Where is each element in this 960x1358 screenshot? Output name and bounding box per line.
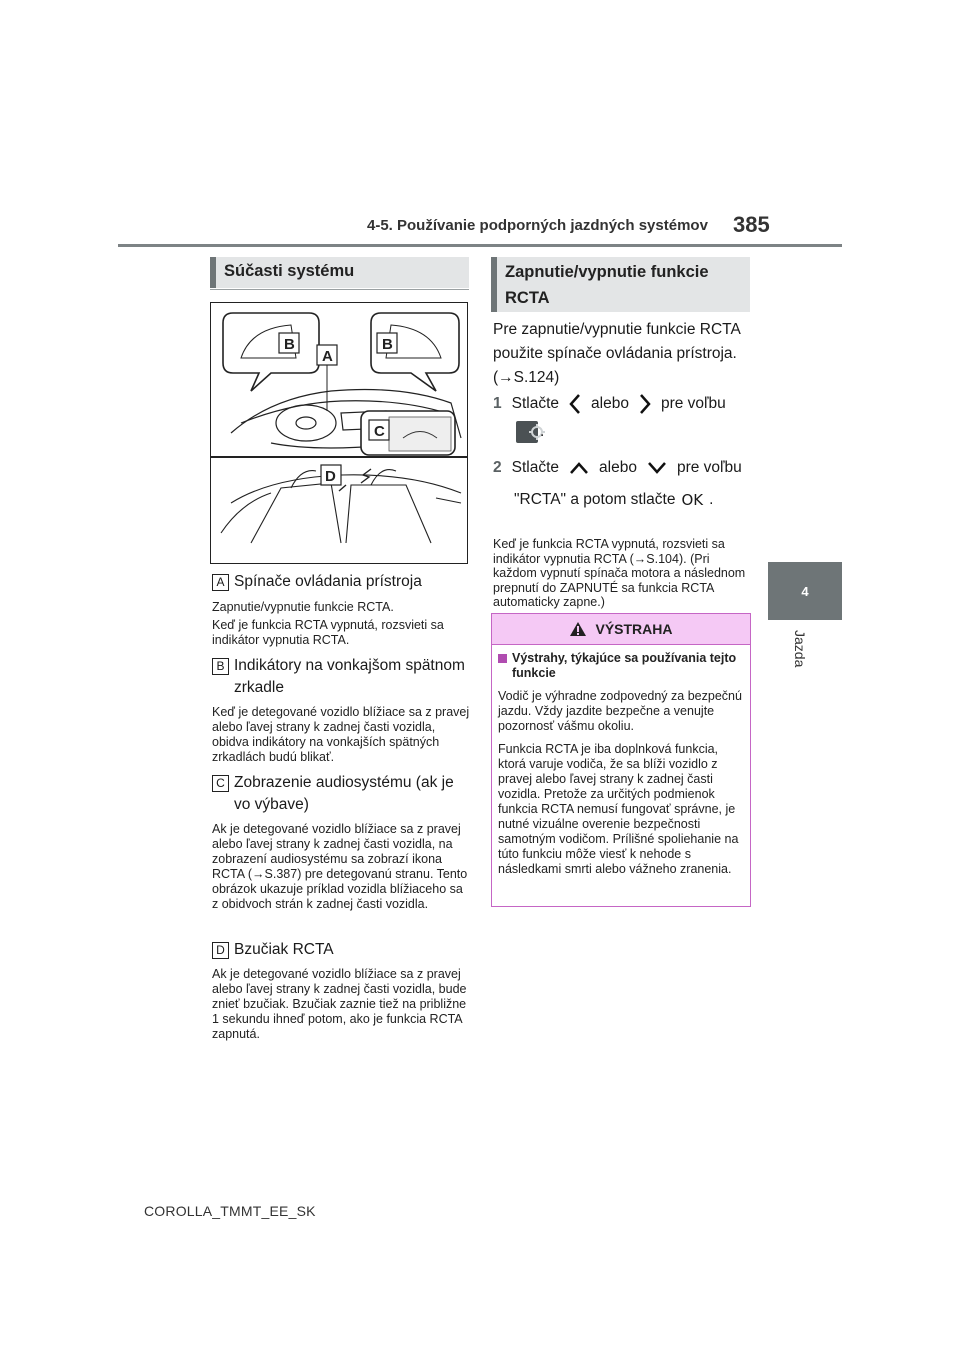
- step-1-line-2: [516, 421, 544, 443]
- system-components-figure: [210, 302, 468, 564]
- section-title: 4-5. Používanie podporných jazdných systémov: [367, 217, 708, 234]
- settings-gear-icon: [516, 421, 538, 443]
- bullet-square-icon: [498, 654, 507, 663]
- section-heading-rule: [210, 289, 469, 290]
- callout-a: A: [322, 348, 333, 365]
- component-item-d: [212, 939, 470, 1042]
- step-2-line2-text: "RCTA" a potom stlačte: [514, 491, 676, 508]
- step-2-line-2: [514, 491, 713, 509]
- item-c-label: Zobrazenie audiosystému (ak je vo výbave): [234, 774, 454, 813]
- section-heading-components: Súčasti systému: [210, 257, 469, 288]
- item-d-label: Bzučiak RCTA: [234, 941, 334, 958]
- item-a-desc-2: Keď je funkcia RCTA vypnutá, rozsvieti sa indikátor vypnutia RCTA.: [212, 618, 444, 647]
- step-2-text-c: pre voľbu: [676, 459, 742, 476]
- letter-box-c: C: [212, 775, 229, 792]
- letter-box-b: B: [212, 658, 229, 675]
- callout-d: D: [325, 468, 336, 485]
- item-c-desc: Ak je detegované vozidlo blížiace sa z pravej alebo ľavej strany k zadnej časti vozidla, na zobrazení audiosystému sa zobrazí ikona RCTA (→S.387) pre detegovanú stranu. Tento obrázok ukazuje príklad vozidla blížiaceho sa z obidvoch strán k zadnej časti vozidla.: [212, 822, 468, 911]
- step-2-number: 2: [493, 459, 502, 476]
- chevron-down-icon: [647, 461, 667, 475]
- item-a-desc-1: Zapnutie/vypnutie funkcie RCTA.: [212, 600, 394, 614]
- step-2: [493, 459, 742, 477]
- chapter-number: 4: [801, 583, 809, 599]
- chapter-label: [790, 630, 810, 690]
- section-heading-rcta: [491, 257, 750, 312]
- warning-paragraph-2: Funkcia RCTA je iba doplnková funkcia, ktorá varuje vodiča, že sa blíži vozidlo z pravej alebo ľavej strany k zadnej časti vozidla. Pretože za určitých podmienok funkcia RCTA nemusí fungovať správne, je nutné vizuálne overenie bezpečnosti samotným vodičom. Prílišné spoliehanie na túto funkciu môže viesť k nehode s následkami smrti alebo vážneho zranenia.: [498, 742, 739, 876]
- item-b-desc: Keď je detegované vozidlo blížiace sa z pravej alebo ľavej strany k zadnej časti vozidla, obidva indikátory na vonkajších spätných zrkadlách budú blikať.: [212, 705, 470, 764]
- step-1-text-b: alebo: [591, 395, 629, 412]
- warning-header: [492, 614, 750, 645]
- header-divider: [118, 244, 842, 247]
- chapter-tab: [768, 562, 842, 620]
- callout-b-right: B: [382, 336, 393, 353]
- component-item-b: [212, 655, 470, 765]
- step-1-number: 1: [493, 395, 502, 412]
- rcta-intro: Pre zapnutie/vypnutie funkcie RCTA použite spínače ovládania prístroja. (→S.124): [493, 321, 740, 386]
- step-2-text-a: Stlačte: [511, 459, 560, 476]
- step-1-end: .: [540, 423, 545, 440]
- chapter-label-text: Jazda: [792, 630, 808, 668]
- callout-b-left: B: [284, 336, 295, 353]
- component-item-a: [212, 571, 470, 648]
- step-2-text-b: alebo: [599, 459, 637, 476]
- step-1-text-a: Stlačte: [511, 395, 560, 412]
- document-code: COROLLA_TMMT_EE_SK: [144, 1203, 316, 1219]
- item-d-desc: Ak je detegované vozidlo blížiace sa z pravej alebo ľavej strany k zadnej časti vozidla, bude znieť bzučiak. Bzučiak zaznie tiež na približne 1 sekundu ihneď potom, ako je funkcia RCTA zapnutá.: [212, 967, 467, 1041]
- callout-c: C: [374, 423, 385, 440]
- step-2-end: .: [709, 491, 714, 508]
- component-item-c: [212, 772, 470, 912]
- warning-subtitle: [498, 651, 744, 681]
- step-1-text-c: pre voľbu: [660, 395, 726, 412]
- page-number: 385: [733, 212, 770, 237]
- rcta-heading-line1: Zapnutie/vypnutie funkcie: [505, 263, 709, 281]
- chevron-right-icon: [639, 393, 651, 415]
- warning-subtitle-text: Výstrahy, týkajúce sa používania tejto funkcie: [512, 651, 737, 680]
- ok-button-label: OK: [681, 491, 704, 509]
- car-illustration: [211, 303, 468, 564]
- letter-box-d: D: [212, 942, 229, 959]
- rcta-off-note: Keď je funkcia RCTA vypnutá, rozsvieti sa indikátor vypnutia RCTA (→S.104). (Pri každom vypnutí spínača motora a následnom prepnutí do ZAPNUTÉ sa funkcia RCTA automaticky zapne.): [493, 537, 746, 609]
- item-a-label: Spínače ovládania prístroja: [234, 573, 422, 590]
- warning-paragraph-1: Vodič je výhradne zodpovedný za bezpečnú jazdu. Vždy jazdite bezpečne a venujte pozornosť vášmu okoliu.: [498, 689, 742, 733]
- chevron-left-icon: [569, 393, 581, 415]
- letter-box-a: A: [212, 574, 229, 591]
- warning-title: VÝSTRAHA: [595, 621, 673, 637]
- warning-box: [491, 613, 751, 907]
- step-1: [493, 393, 726, 415]
- chevron-up-icon: [569, 461, 589, 475]
- warning-triangle-icon: [569, 621, 587, 637]
- rcta-heading-line2: RCTA: [505, 289, 550, 307]
- item-b-label: Indikátory na vonkajšom spätnom zrkadle: [234, 657, 465, 696]
